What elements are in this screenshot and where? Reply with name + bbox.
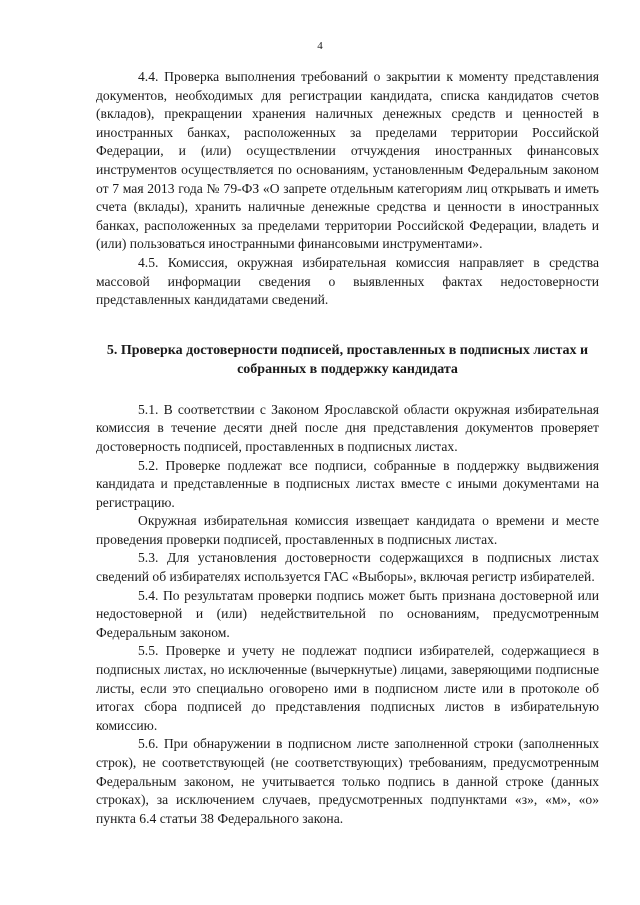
paragraph-5-2-notice: Окружная избирательная комиссия извещает кандидата о времени и месте проведения проверки подписей, проставленных в подписных листах. <box>96 513 599 547</box>
paragraph-5-3: 5.3. Для установления достоверности содержащихся в подписных листах сведений об избирателях используется ГАС «Выборы», включая регистр избирателей. <box>96 550 599 585</box>
paragraph-5-4: 5.4. По результатам проверки подпись может быть признана достоверной или недостоверной и (или) недействительной по основаниям, предусмотренным Федеральным законом. <box>96 587 599 640</box>
paragraph-5-5: 5.5. Проверке и учету не подлежат подписи избирателей, содержащиеся в подписных листах, но исключенные (вычеркнутые) лицами, заверяющими подписные листы, если это специально оговорено ими в подписном листе или в протоколе об итогах сбора подписей до представления подписных листов в избирательную комиссию. <box>96 643 599 733</box>
document-body <box>96 68 599 828</box>
section-5-heading: 5. Проверка достоверности подписей, проставленных в подписных листах и собранных в поддержку кандидата <box>106 342 589 377</box>
page-number: 4 <box>317 40 323 52</box>
paragraph-4-5: 4.5. Комиссия, окружная избирательная комиссия направляет в средства массовой информации сведения о выявленных фактах недостоверности представленных кандидатами сведений. <box>96 254 599 308</box>
paragraph-5-2: 5.2. Проверке подлежат все подписи, собранные в поддержку выдвижения кандидата и представленные в подписных листах вместе с иными документами на регистрацию. <box>96 457 599 510</box>
paragraph-5-1: 5.1. В соответствии с Законом Ярославской области окружная избирательная комиссия в течение десяти дней после дня представления документов проверяет достоверность подписей, проставленных в подписных листах. <box>96 401 599 454</box>
paragraph-4-4: 4.4. Проверка выполнения требований о закрытии к моменту представления документов, необходимых для регистрации кандидата, списка кандидатов счетов (вкладов), прекращении хранения наличных денежных средств и ценностей в иностранных банках, расположенных за пределами территории Российской Федерации, и (или) осуществлении отчуждения иностранных финансовых инструментов осуществляется по основаниям, установленным Федеральным законом от 7 мая 2013 года № 79-ФЗ «О запрете отдельным категориям лиц открывать и иметь счета (вклады), хранить наличные денежные средства и ценности в иностранных банках, расположенных за пределами территории Российской Федерации, владеть и (или) пользоваться иностранными финансовыми инструментами». <box>96 69 599 252</box>
paragraph-5-6: 5.6. При обнаружении в подписном листе заполненной строки (заполненных строк), не соответствующей (не соответствующих) требованиям, предусмотренным Федеральным законом, не учитывается только подпись в данной строке (данных строках), за исключением случаев, предусмотренных подпунктами «з», «м», «о» пункта 6.4 статьи 38 Федерального закона. <box>96 736 599 826</box>
